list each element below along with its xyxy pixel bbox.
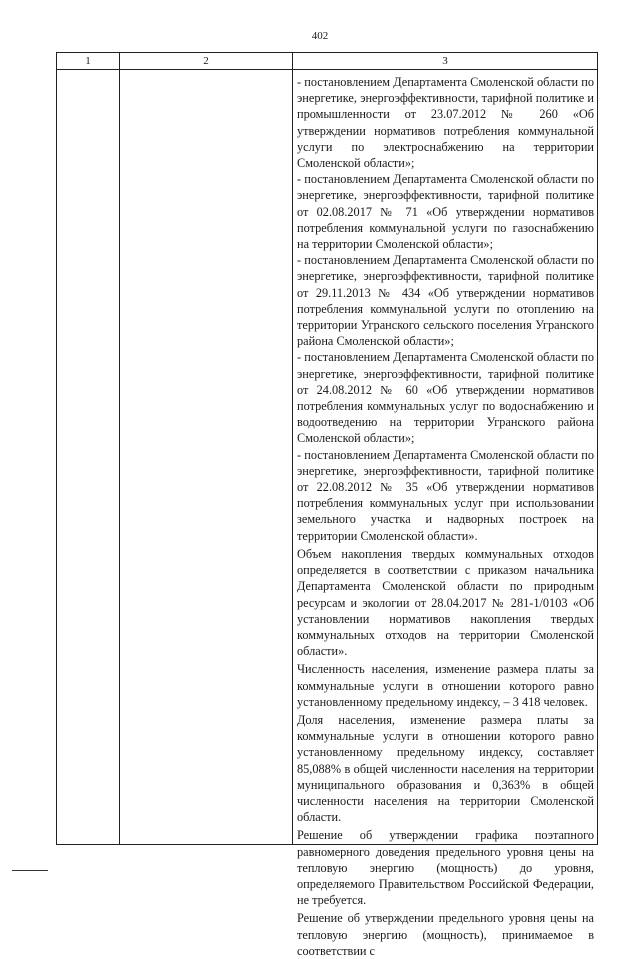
- column-header-3: 3: [293, 53, 598, 70]
- paragraph-population-count: Численность населения, изменение размера платы за коммунальные услуги в отношении которого равно установленному предельному индексу, – 3 418 человек.: [297, 662, 594, 709]
- column-header-2: 2: [120, 53, 293, 70]
- column-1-cell: [57, 70, 120, 845]
- paragraph-gas-norms: - постановлением Департамента Смоленской области по энергетике, энергоэффективности, тарифной политике от 02.08.2017 № 71 «Об утверждении нормативов потребления коммунальной услуги по газоснабжению на территории Смоленской области»;: [297, 172, 594, 252]
- column-3-content: [293, 70, 597, 958]
- page-number: 402: [311, 30, 329, 42]
- table-body-row: [57, 70, 598, 845]
- column-header-1: 1: [57, 53, 120, 70]
- paragraph-electricity-norms: - постановлением Департамента Смоленской области по энергетике, энергоэффективности, тарифной политике и промышленности от 23.07.2012 № 260 «Об утверждении нормативов потребления коммунальной услуги по электроснабжению на территории Смоленской области»;: [297, 75, 594, 171]
- footnote-separator: [12, 870, 48, 871]
- paragraph-price-level-decision: Решение об утверждении предельного уровня цены на тепловую энергию (мощность), принимаемое в соответствии с: [297, 911, 594, 958]
- table-header-row: [57, 53, 598, 70]
- paragraph-population-share: Доля населения, изменение размера платы за коммунальные услуги в отношении которого равно установленному предельному индексу, составляет 85,088% в общей численности населения на территории муниципального образования и 0,363% в общей численности населения на территории Смоленской области.: [297, 712, 594, 825]
- paragraph-land-plot-norms: - постановлением Департамента Смоленской области по энергетике, энергоэффективности, тарифной политике от 22.08.2012 № 35 «Об утверждении нормативов потребления коммунальных услуг при использовании земельного участка и надворных построек на территории Смоленской области».: [297, 447, 594, 543]
- paragraph-waste-volume: Объем накопления твердых коммунальных отходов определяется в соответствии с приказом начальника Департамента Смоленской области по природным ресурсам и экологии от 28.04.2017 № 281-1/0103 «Об установлении нормативов накопления твердых коммунальных отходов на территории Смоленской области».: [297, 546, 594, 659]
- paragraph-water-norms: - постановлением Департамента Смоленской области по энергетике, энергоэффективности, тарифной политике от 24.08.2012 № 60 «Об утверждении нормативов потребления коммунальных услуг по водоснабжению и водоотведению на территории Угранского района Смоленской области»;: [297, 350, 594, 446]
- paragraph-heating-norms: - постановлением Департамента Смоленской области по энергетике, энергоэффективности, тарифной политике от 29.11.2013 № 434 «Об утверждении нормативов потребления коммунальной услуги по отоплению на территории Угранского сельского поселения Угранского района Смоленской области»;: [297, 253, 594, 349]
- document-table: [56, 52, 598, 958]
- paragraph-schedule-decision: Решение об утверждении графика поэтапного равномерного доведения предельного уровня цены на тепловую энергию (мощность) до уровня, определяемого Правительством Российской Федерации, не требуется.: [297, 828, 594, 908]
- column-2-cell: [120, 70, 293, 845]
- column-3-cell: [293, 70, 598, 958]
